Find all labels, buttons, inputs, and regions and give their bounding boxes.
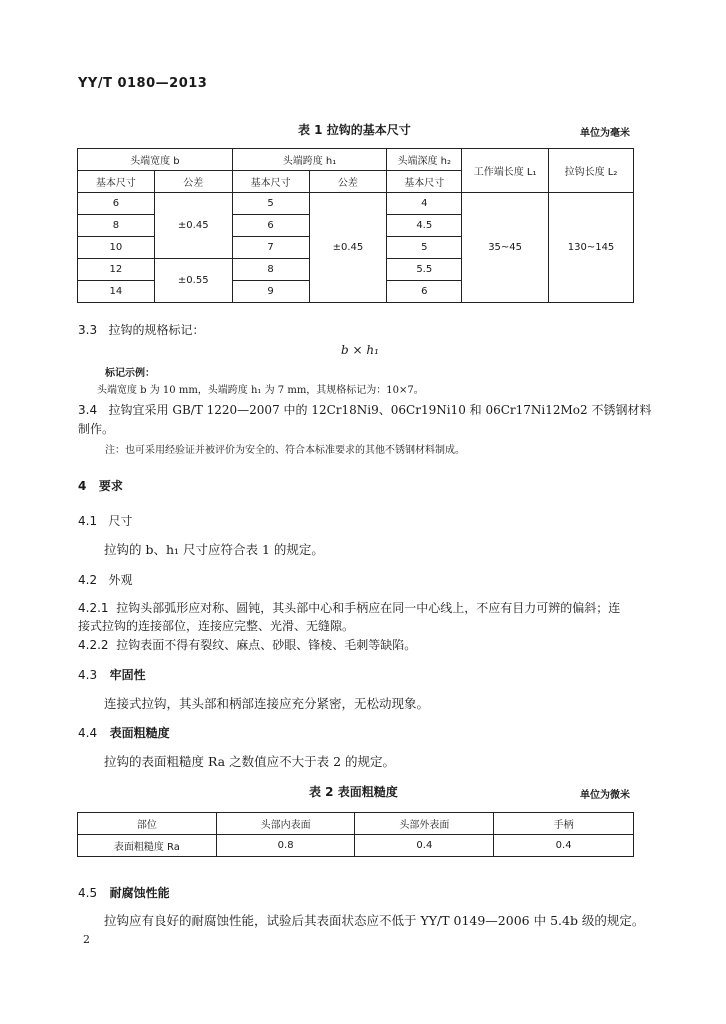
table-cell: 12	[78, 259, 155, 281]
section-4-5	[78, 884, 170, 901]
spec-formula: b × h₁	[341, 343, 379, 357]
page-number: 2	[83, 933, 90, 946]
subheader-basic: 基本尺寸	[232, 171, 309, 193]
section-3-4-line2: 制作。	[78, 422, 115, 436]
section-4-1-text: 拉钩的 b、h₁ 尺寸应符合表 1 的规定。	[104, 542, 324, 557]
table-cell: 7	[232, 237, 309, 259]
section-number: 4	[78, 479, 87, 493]
subheader-tolerance: 公差	[154, 171, 232, 193]
table-cell: 6	[78, 193, 155, 215]
table-cell: 14	[78, 281, 155, 303]
table1	[77, 148, 634, 303]
table2-cell: 表面粗糙度 Ra	[78, 835, 217, 857]
table-cell: 5.5	[387, 259, 462, 281]
table2-header: 部位	[78, 813, 217, 835]
section-4-2-1-line1	[78, 599, 620, 616]
section-text: 拉钩头部弧形应对称、圆钝，其头部中心和手柄应在同一中心线上，不应有目力可辨的偏斜；连	[116, 601, 621, 615]
section-title: 尺寸	[108, 514, 133, 528]
section-4-4-text: 拉钩的表面粗糙度 Ra 之数值应不大于表 2 的规定。	[104, 754, 395, 769]
table-cell: 5	[232, 193, 309, 215]
subheader-tolerance: 公差	[309, 171, 387, 193]
note-3-4: 注：也可采用经验证并被评价为安全的、符合本标准要求的其他不锈钢材料制成。	[105, 445, 465, 456]
section-title: 牢固性	[109, 668, 146, 682]
section-number: 4.2.1	[78, 601, 109, 615]
header-width: 头端宽度 b	[78, 149, 233, 171]
standard-code-header: YY/T 0180—2013	[78, 76, 208, 91]
header-span: 头端跨度 h₁	[232, 149, 387, 171]
section-3-4-line1	[78, 401, 651, 418]
subheader-basic: 基本尺寸	[78, 171, 155, 193]
section-text: 拉钩表面不得有裂纹、麻点、砂眼、锋棱、毛刺等缺陷。	[116, 638, 417, 652]
table2-header: 头部外表面	[355, 813, 494, 835]
table2	[77, 812, 634, 857]
table2-cell: 0.4	[494, 835, 634, 857]
section-title: 外观	[108, 573, 133, 587]
section-4	[78, 477, 123, 494]
section-4-3-text: 连接式拉钩，其头部和柄部连接应充分紧密，无松动现象。	[104, 696, 430, 711]
table1-caption: 表 1 拉钩的基本尺寸	[298, 123, 411, 137]
section-number: 4.2	[78, 573, 98, 587]
section-title: 表面粗糙度	[109, 726, 170, 740]
section-number: 3.3	[78, 323, 98, 337]
table-cell: 6	[232, 215, 309, 237]
header-work-length: 工作端长度 L₁	[462, 149, 549, 193]
subheader-basic: 基本尺寸	[387, 171, 462, 193]
example-label: 标记示例：	[105, 368, 155, 379]
table-cell: 130~145	[549, 193, 634, 303]
section-text: 拉钩宜采用 GB/T 1220—2007 中的 12Cr18Ni9、06Cr19Ni10 和 06Cr17Ni12Mo2 不锈钢材料	[108, 403, 652, 417]
table-cell: 35~45	[462, 193, 549, 303]
table2-cell: 0.8	[216, 835, 355, 857]
section-4-2-2	[78, 636, 416, 653]
section-4-1	[78, 512, 133, 529]
table2-caption: 表 2 表面粗糙度	[309, 785, 398, 799]
table-cell: 6	[387, 281, 462, 303]
section-4-3	[78, 666, 146, 683]
section-title: 要求	[98, 479, 123, 493]
section-number: 3.4	[78, 403, 98, 417]
table-cell: 5	[387, 237, 462, 259]
table2-unit: 单位为微米	[580, 790, 630, 801]
header-total-length: 拉钩长度 L₂	[549, 149, 634, 193]
table-cell: ±0.45	[309, 193, 387, 303]
section-number: 4.1	[78, 514, 98, 528]
table-cell: 4	[387, 193, 462, 215]
table-cell: 8	[232, 259, 309, 281]
section-4-5-text: 拉钩应有良好的耐腐蚀性能，试验后其表面状态应不低于 YY/T 0149—2006 中 5.4b 级的规定。	[104, 913, 645, 928]
section-number: 4.2.2	[78, 638, 109, 652]
header-depth: 头端深度 h₂	[387, 149, 462, 171]
example-text: 头端宽度 b 为 10 mm，头端跨度 h₁ 为 7 mm，其规格标记为：10×7。	[97, 385, 424, 396]
section-title: 耐腐蚀性能	[109, 886, 170, 900]
table2-cell: 0.4	[355, 835, 494, 857]
table-cell: 4.5	[387, 215, 462, 237]
section-4-2	[78, 571, 133, 588]
section-number: 4.3	[78, 668, 98, 682]
table-cell: ±0.55	[154, 259, 232, 303]
section-number: 4.4	[78, 726, 98, 740]
section-title: 拉钩的规格标记：	[108, 323, 205, 337]
table2-header: 手柄	[494, 813, 634, 835]
section-4-2-1-line2: 接式拉钩的连接部位，连接应完整、光滑、无缝隙。	[78, 619, 355, 633]
table-cell: 9	[232, 281, 309, 303]
section-number: 4.5	[78, 886, 98, 900]
table-cell: 10	[78, 237, 155, 259]
section-4-4	[78, 724, 170, 741]
table-cell: ±0.45	[154, 193, 232, 259]
table2-header: 头部内表面	[216, 813, 355, 835]
section-3-3	[78, 321, 205, 338]
table1-unit: 单位为毫米	[580, 128, 630, 139]
table-cell: 8	[78, 215, 155, 237]
